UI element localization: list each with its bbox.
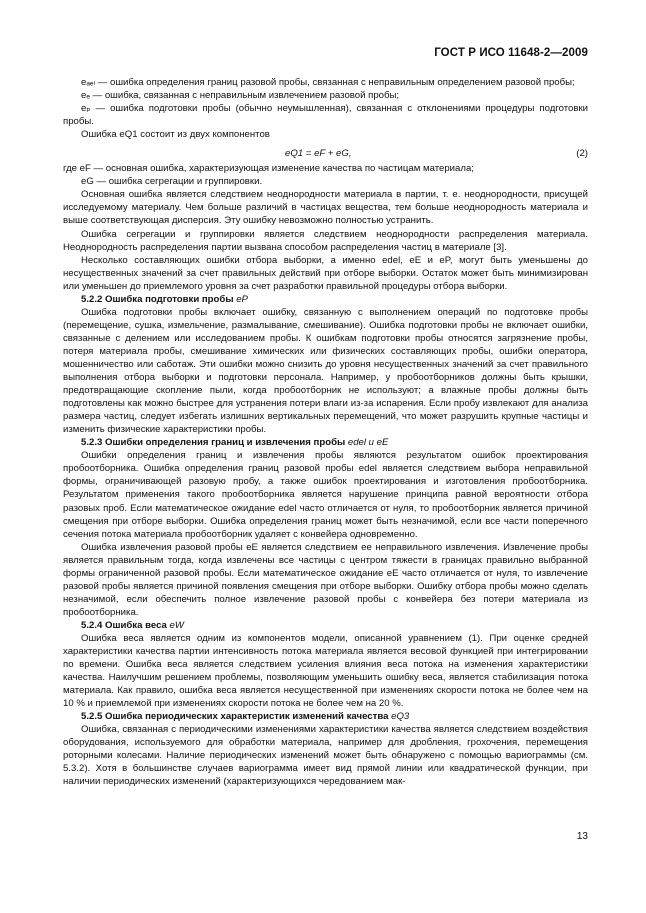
formula-expression: eQ1 = eF + eG, [285,148,352,160]
where-eg: eG — ошибка сегрегации и группировки. [81,176,263,188]
page-body [63,76,588,789]
section-heading-523 [63,436,588,449]
heading-text: 5.2.4 Ошибка веса [81,619,167,631]
paragraph: Ошибка сегрегации и группировки является следствием неоднородности распределения материала. Неоднородность распределения партии вызвана способом распределения частиц в материале [3]. [63,228,588,253]
page-number: 13 [576,831,588,842]
paragraph: Ошибки определения границ и извлечения пробы являются результатом ошибок проектирования пробоотборника. Ошибка определения границ разовой пробы edel является следствием выбора неправильной формы, ограничивающей разовую пробу, а также ошибок проектирования и изготовления пробоотборника. Результатом применения такого пробоотборника является нарушение принципа равной вероятности отбора разовых проб. Если математическое ожидание edel часто отличается от нуля, то пробоотборник является причиной смещения при отборе выборки. Ошибка определения границ может быть незначимой, если все части поперечного сечения потока материала пробоотборник удаляет с конвейера одновременно. [63,450,588,540]
paragraph: Ошибка подготовки пробы включает ошибку, связанную с выполнением операций по подготовке пробы (перемещение, сушка, измельчение, размалывание, смешивание). Ошибка подготовки пробы не включает ошибки, связанные с делением или исследованием пробы. К ошибкам подготовки пробы относятся загрязнение пробы, потеря материала пробы, смешивание химических или физических составляющих пробы, ошибки оператора, мошенничество или саботаж. Эти ошибки можно снизить до уровня несущественных значений за счет правильного выполнения отбора выборки и подготовки персонала. Например, у пробоотборников должны быть крышки, предотвращающие скопление пыли, когда пробоотборник не используют; а влажные пробы должны быть подготовлены как можно быстрее для устранения потери влаги из-за испарения. Если пробу извлекают для анализа размера частиц, следует избегать излишних вертикальных перемещений, что может разрушить крупные частицы и изменить физические характеристики пробы. [63,306,588,436]
heading-text: 5.2.2 Ошибка подготовки пробы [81,293,234,305]
section-heading-524 [63,619,588,632]
heading-symbol: eP [236,293,248,305]
paragraph: Несколько составляющих ошибки отбора выборки, а именно edel, eE и eP, могут быть уменьшены до несущественных значений за счет правильных действий при отборе выборки. Остаток может быть минимизирован или уменьшен до приемлемого уровня за счет разработки правильной процедуры отбора выборки. [63,254,588,292]
heading-text: 5.2.3 Ошибки определения границ и извлечения пробы [81,437,346,449]
formula-number: (2) [576,148,588,160]
definition-ee: eₑ — ошибка, связанная с неправильным извлечением разовой пробы; [81,90,400,102]
heading-symbol: eQ3 [391,711,410,723]
definition-edel: eₐₑₗ — ошибка определения границ разовой пробы, связанная с неправильным определением разовой пробы; [81,77,575,88]
section-heading-522 [63,293,588,306]
where-ef: где eF — основная ошибка, характеризующая изменение качества по частицам материала; [63,163,474,175]
paragraph: Основная ошибка является следствием неоднородности материала в партии, т. е. неоднородности, присущей исследуемому материалу. Чем больше различий в частицах вещества, тем больше неоднородность материала и выше соответствующая дисперсия. Эту ошибку невозможно полностью устранить. [63,189,588,227]
formula-intro: Ошибка eQ1 состоит из двух компонентов [81,129,270,141]
formula-2 [63,147,588,160]
heading-symbol: edel и eE [347,437,389,449]
heading-text: 5.2.5 Ошибка периодических характеристик изменений качества [81,711,389,723]
standard-header: ГОСТ Р ИСО 11648-2—2009 [434,47,588,59]
paragraph: Ошибка веса является одним из компонентов модели, описанной уравнением (1). При оценке средней характеристики качества партии интенсивность потока материала является весовой функцией при интегрировании по времени. Ошибка веса является следствием усиления влияния веса потока на изменения характеристики качества. Наилучшим решением проблемы, позволяющим уменьшить ошибку веса, является стабилизация потока материала. Как правило, ошибка веса является несущественной при изменениях скорости потока не более чем на 10 % и приемлемой при изменениях скорости потока не более чем на 20 %. [63,632,588,710]
paragraph: Ошибка, связанная с периодическими изменениями характеристики качества является следствием воздействия оборудования, используемого для обработки материала, например для дробления, грохочения, перемещения роторными колесами. Наличие периодических изменений может быть обнаружено с помощью вариограммы (см. 5.3.2). Хотя в большинстве случаев вариограмма имеет вид прямой линии или квадратической функции, при наличии периодических изменений (характеризующихся чередованием мак- [63,724,588,788]
paragraph: Ошибка извлечения разовой пробы eE является следствием ее неправильного извлечения. Извлечение пробы является правильным тогда, когда извлечены все частицы с центром тяжести в границах правильно выбранной формы ограниченной разовой пробы. Если математическое ожидание eE часто отличается от нуля, то извлечение разовой пробы является причиной появления смещения при отборе выборки. Ошибку отбора пробы можно сделать незначимой, если обеспечить полное извлечение разовой пробы с конвейера без потери материала из пробоотборника. [63,541,588,618]
definition-ep: eₚ — ошибка подготовки пробы (обычно неумышленная), связанная с отклонениями процедуры подготовки пробы. [63,103,588,128]
heading-symbol: eW [169,619,184,631]
section-heading-525 [63,710,588,723]
